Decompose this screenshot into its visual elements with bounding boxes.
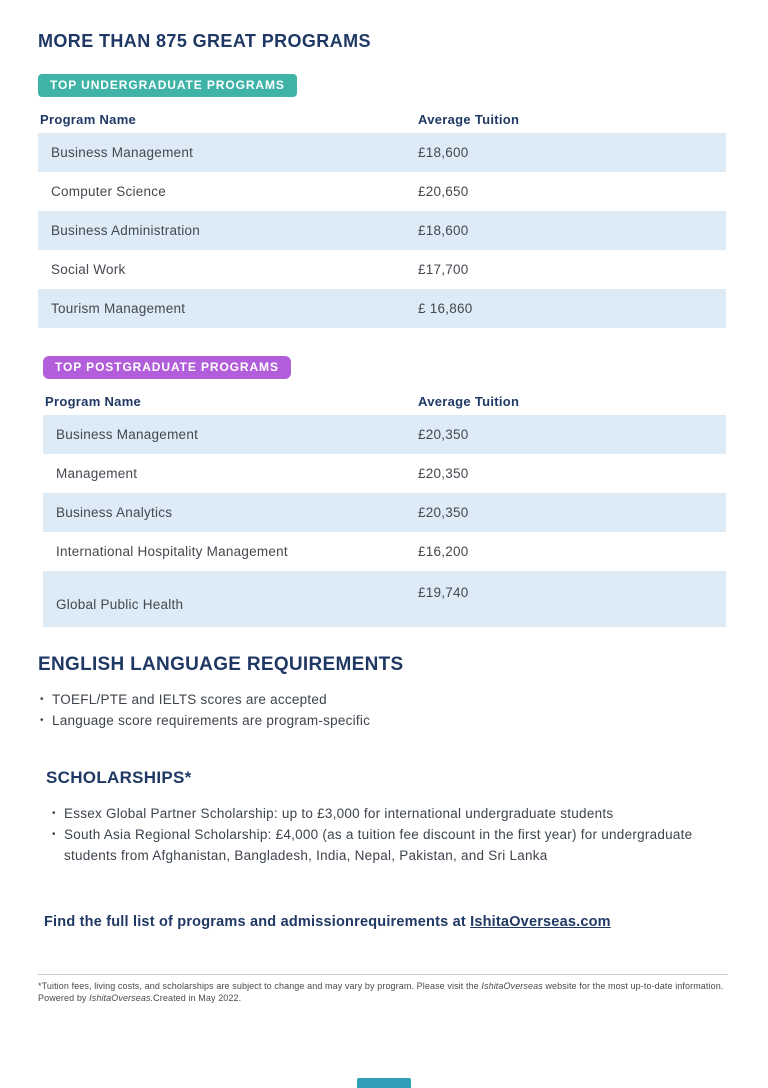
undergrad-badge: TOP UNDERGRADUATE PROGRAMS — [38, 74, 297, 97]
table-row — [38, 211, 726, 250]
postgrad-section — [43, 328, 728, 627]
tuition-value: £19,740 — [418, 584, 469, 600]
column-header-program: Program Name — [45, 393, 142, 409]
table-row — [43, 571, 726, 627]
column-header-tuition: Average Tuition — [418, 111, 520, 127]
bullet-icon: • — [40, 694, 44, 705]
table-row — [38, 172, 726, 211]
tuition-value: £16,200 — [418, 544, 469, 559]
footnote — [38, 981, 738, 1004]
program-name: Business Administration — [51, 223, 201, 238]
table-row — [43, 493, 726, 532]
footnote-text: Created in May 2022. — [153, 992, 242, 1003]
list-item — [50, 803, 702, 824]
list-item-text: Language score requirements are program-specific — [52, 713, 371, 728]
postgrad-badge: TOP POSTGRADUATE PROGRAMS — [43, 356, 291, 379]
list-item — [38, 710, 710, 731]
tuition-value: £20,650 — [418, 184, 469, 199]
column-header-tuition: Average Tuition — [418, 393, 520, 409]
list-item — [50, 824, 702, 866]
table-row — [38, 250, 726, 289]
program-name: Management — [56, 466, 138, 481]
english-requirements-heading: ENGLISH LANGUAGE REQUIREMENTS — [38, 654, 404, 675]
divider — [38, 974, 728, 975]
footnote-text: *Tuition fees, living costs, and scholarships are subject to change and may vary by program. Please visit the — [38, 981, 482, 991]
footer-accent-bar — [357, 1078, 411, 1088]
program-name: Tourism Management — [51, 301, 186, 316]
bullet-icon: • — [52, 808, 56, 819]
cta-text — [44, 914, 728, 930]
column-header-program: Program Name — [40, 111, 137, 127]
table-row — [43, 454, 726, 493]
list-item — [38, 689, 710, 710]
tuition-value: £18,600 — [418, 145, 469, 160]
list-item-text: South Asia Regional Scholarship: £4,000 (as a tuition fee discount in the first year) for undergraduate students from Afghanistan, Bangladesh, India, Nepal, Pakistan, and Sri Lanka — [64, 827, 693, 863]
table-row — [38, 289, 726, 328]
bullet-icon: • — [52, 829, 56, 840]
website-link[interactable]: IshitaOverseas.com — [470, 914, 611, 930]
list-item-text: Essex Global Partner Scholarship: up to £3,000 for international undergraduate students — [64, 806, 614, 821]
program-name: International Hospitality Management — [56, 544, 288, 559]
scholarships-heading: SCHOLARSHIPS* — [46, 768, 192, 787]
tuition-value: £20,350 — [418, 427, 469, 442]
english-requirements-list — [38, 689, 710, 731]
bullet-icon: • — [40, 715, 44, 726]
tuition-value: £17,700 — [418, 262, 469, 277]
tuition-value: £18,600 — [418, 223, 469, 238]
list-item-text: TOEFL/PTE and IELTS scores are accepted — [52, 692, 327, 707]
tuition-value: £20,350 — [418, 505, 469, 520]
page-title: MORE THAN 875 GREAT PROGRAMS — [38, 31, 371, 51]
program-name: Global Public Health — [56, 596, 184, 612]
program-name: Business Management — [51, 145, 194, 160]
undergrad-table-header — [38, 105, 726, 133]
scholarships-list — [50, 803, 702, 866]
program-name: Social Work — [51, 262, 126, 277]
tuition-value: £ 16,860 — [418, 301, 473, 316]
postgrad-table — [43, 387, 726, 627]
program-name: Business Analytics — [56, 505, 173, 520]
postgrad-table-header — [43, 387, 726, 415]
table-row — [43, 415, 726, 454]
tuition-value: £20,350 — [418, 466, 469, 481]
cta-text-before: Find the full list of programs and admissionrequirements at — [44, 914, 471, 930]
brand-name: IshitaOverseas. — [89, 992, 154, 1003]
brand-name: IshitaOverseas — [481, 981, 543, 991]
table-row — [43, 532, 726, 571]
table-row — [38, 133, 726, 172]
footnote-text: website for the most up-to-date information. Powered by — [38, 981, 724, 1003]
program-name: Business Management — [56, 427, 199, 442]
undergrad-table — [38, 105, 726, 328]
program-name: Computer Science — [51, 184, 167, 199]
